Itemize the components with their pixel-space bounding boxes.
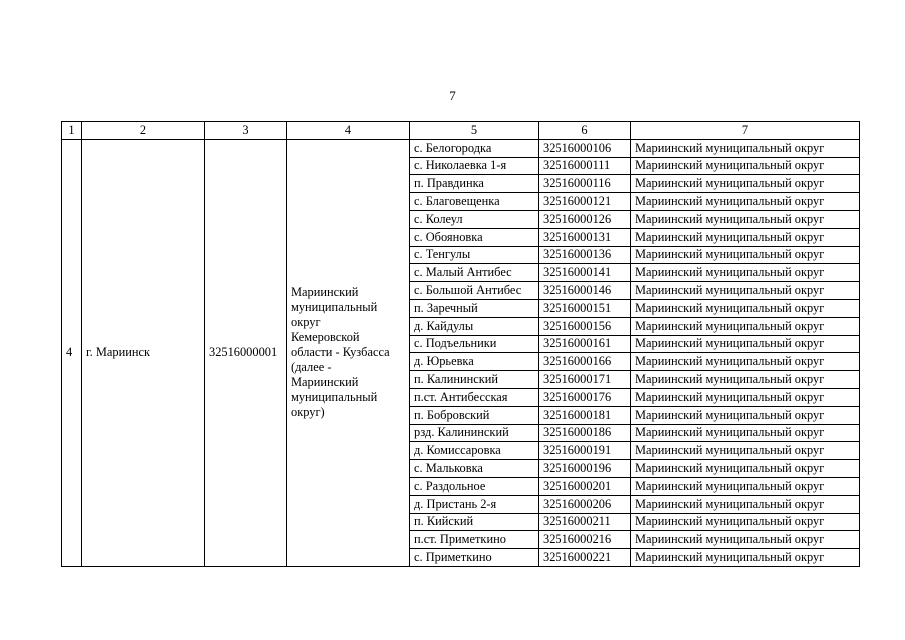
description-line: Мариинский — [291, 375, 359, 390]
city-code-cell: 32516000001 — [205, 139, 287, 566]
header-col-5: 5 — [410, 122, 539, 140]
settlements-table — [61, 121, 860, 567]
settlement-code-cell: 32516000116 — [539, 175, 631, 193]
settlement-code-cell: 32516000176 — [539, 388, 631, 406]
description-line: муниципальный — [291, 300, 378, 315]
settlement-name-cell: с. Николаевка 1-я — [410, 157, 539, 175]
description-line: области - Кузбасса — [291, 345, 390, 360]
header-col-6: 6 — [539, 122, 631, 140]
header-row — [62, 122, 860, 140]
settlement-name-cell: п. Правдинка — [410, 175, 539, 193]
settlement-district-cell: Мариинский муниципальный округ — [631, 335, 860, 353]
header-col-3: 3 — [205, 122, 287, 140]
settlement-district-cell: Мариинский муниципальный округ — [631, 282, 860, 300]
settlement-code-cell: 32516000171 — [539, 371, 631, 389]
settlement-name-cell: с. Благовещенка — [410, 193, 539, 211]
settlement-name-cell: с. Малый Антибес — [410, 264, 539, 282]
settlement-code-cell: 32516000141 — [539, 264, 631, 282]
settlement-code-cell: 32516000196 — [539, 460, 631, 478]
settlement-code-cell: 32516000111 — [539, 157, 631, 175]
description-line: Мариинский — [291, 285, 359, 300]
settlement-name-cell: д. Юрьевка — [410, 353, 539, 371]
settlement-code-cell: 32516000106 — [539, 139, 631, 157]
municipality-description-cell — [287, 139, 410, 566]
settlement-name-cell: п. Бобровский — [410, 406, 539, 424]
settlement-district-cell: Мариинский муниципальный округ — [631, 477, 860, 495]
settlement-district-cell: Мариинский муниципальный округ — [631, 406, 860, 424]
settlement-name-cell: п. Заречный — [410, 299, 539, 317]
settlement-code-cell: 32516000146 — [539, 282, 631, 300]
settlement-name-cell: д. Комиссаровка — [410, 442, 539, 460]
settlement-code-cell: 32516000221 — [539, 549, 631, 567]
settlement-code-cell: 32516000161 — [539, 335, 631, 353]
page-number: 7 — [449, 88, 456, 103]
settlement-code-cell: 32516000136 — [539, 246, 631, 264]
settlement-name-cell: с. Большой Антибес — [410, 282, 539, 300]
settlement-name-cell: с. Мальковка — [410, 460, 539, 478]
settlement-code-cell: 32516000191 — [539, 442, 631, 460]
settlement-code-cell: 32516000121 — [539, 193, 631, 211]
settlement-district-cell: Мариинский муниципальный округ — [631, 495, 860, 513]
settlement-district-cell: Мариинский муниципальный округ — [631, 157, 860, 175]
description-line: округ) — [291, 405, 325, 420]
settlement-district-cell: Мариинский муниципальный округ — [631, 264, 860, 282]
description-line: Кемеровской — [291, 330, 360, 345]
settlement-name-cell: п.ст. Приметкино — [410, 531, 539, 549]
settlement-name-cell: с. Подъельники — [410, 335, 539, 353]
settlement-district-cell: Мариинский муниципальный округ — [631, 353, 860, 371]
description-line: (далее - — [291, 360, 332, 375]
table-body — [62, 139, 860, 566]
settlement-code-cell: 32516000181 — [539, 406, 631, 424]
settlement-code-cell: 32516000216 — [539, 531, 631, 549]
settlement-code-cell: 32516000151 — [539, 299, 631, 317]
settlement-name-cell: д. Пристань 2-я — [410, 495, 539, 513]
city-cell: г. Мариинск — [82, 139, 205, 566]
settlement-name-cell: с. Белогородка — [410, 139, 539, 157]
settlement-code-cell: 32516000211 — [539, 513, 631, 531]
description-line: муниципальный — [291, 390, 378, 405]
settlement-district-cell: Мариинский муниципальный округ — [631, 460, 860, 478]
settlement-code-cell: 32516000131 — [539, 228, 631, 246]
header-col-2: 2 — [82, 122, 205, 140]
settlement-district-cell: Мариинский муниципальный округ — [631, 442, 860, 460]
settlement-district-cell: Мариинский муниципальный округ — [631, 388, 860, 406]
settlement-name-cell: с. Обояновка — [410, 228, 539, 246]
settlement-district-cell: Мариинский муниципальный округ — [631, 228, 860, 246]
settlement-name-cell: с. Колеул — [410, 210, 539, 228]
settlement-district-cell: Мариинский муниципальный округ — [631, 317, 860, 335]
settlement-district-cell: Мариинский муниципальный округ — [631, 299, 860, 317]
settlement-district-cell: Мариинский муниципальный округ — [631, 531, 860, 549]
settlement-code-cell: 32516000166 — [539, 353, 631, 371]
settlement-district-cell: Мариинский муниципальный округ — [631, 549, 860, 567]
table-row — [62, 139, 860, 157]
settlement-name-cell: п.ст. Антибесская — [410, 388, 539, 406]
description-line: округ — [291, 315, 321, 330]
settlement-code-cell: 32516000126 — [539, 210, 631, 228]
settlement-name-cell: с. Тенгулы — [410, 246, 539, 264]
settlement-district-cell: Мариинский муниципальный округ — [631, 210, 860, 228]
header-col-7: 7 — [631, 122, 860, 140]
settlement-code-cell: 32516000186 — [539, 424, 631, 442]
header-col-4: 4 — [287, 122, 410, 140]
settlement-name-cell: п. Калининский — [410, 371, 539, 389]
row-number-cell: 4 — [62, 139, 82, 566]
settlement-code-cell: 32516000156 — [539, 317, 631, 335]
settlement-district-cell: Мариинский муниципальный округ — [631, 175, 860, 193]
settlement-district-cell: Мариинский муниципальный округ — [631, 139, 860, 157]
settlement-name-cell: п. Кийский — [410, 513, 539, 531]
settlement-name-cell: д. Кайдулы — [410, 317, 539, 335]
settlement-code-cell: 32516000206 — [539, 495, 631, 513]
settlement-district-cell: Мариинский муниципальный округ — [631, 371, 860, 389]
settlement-name-cell: рзд. Калининский — [410, 424, 539, 442]
settlement-district-cell: Мариинский муниципальный округ — [631, 193, 860, 211]
settlement-name-cell: с. Приметкино — [410, 549, 539, 567]
settlement-district-cell: Мариинский муниципальный округ — [631, 513, 860, 531]
settlement-district-cell: Мариинский муниципальный округ — [631, 424, 860, 442]
settlement-code-cell: 32516000201 — [539, 477, 631, 495]
header-col-1: 1 — [62, 122, 82, 140]
settlement-district-cell: Мариинский муниципальный округ — [631, 246, 860, 264]
settlement-name-cell: с. Раздольное — [410, 477, 539, 495]
